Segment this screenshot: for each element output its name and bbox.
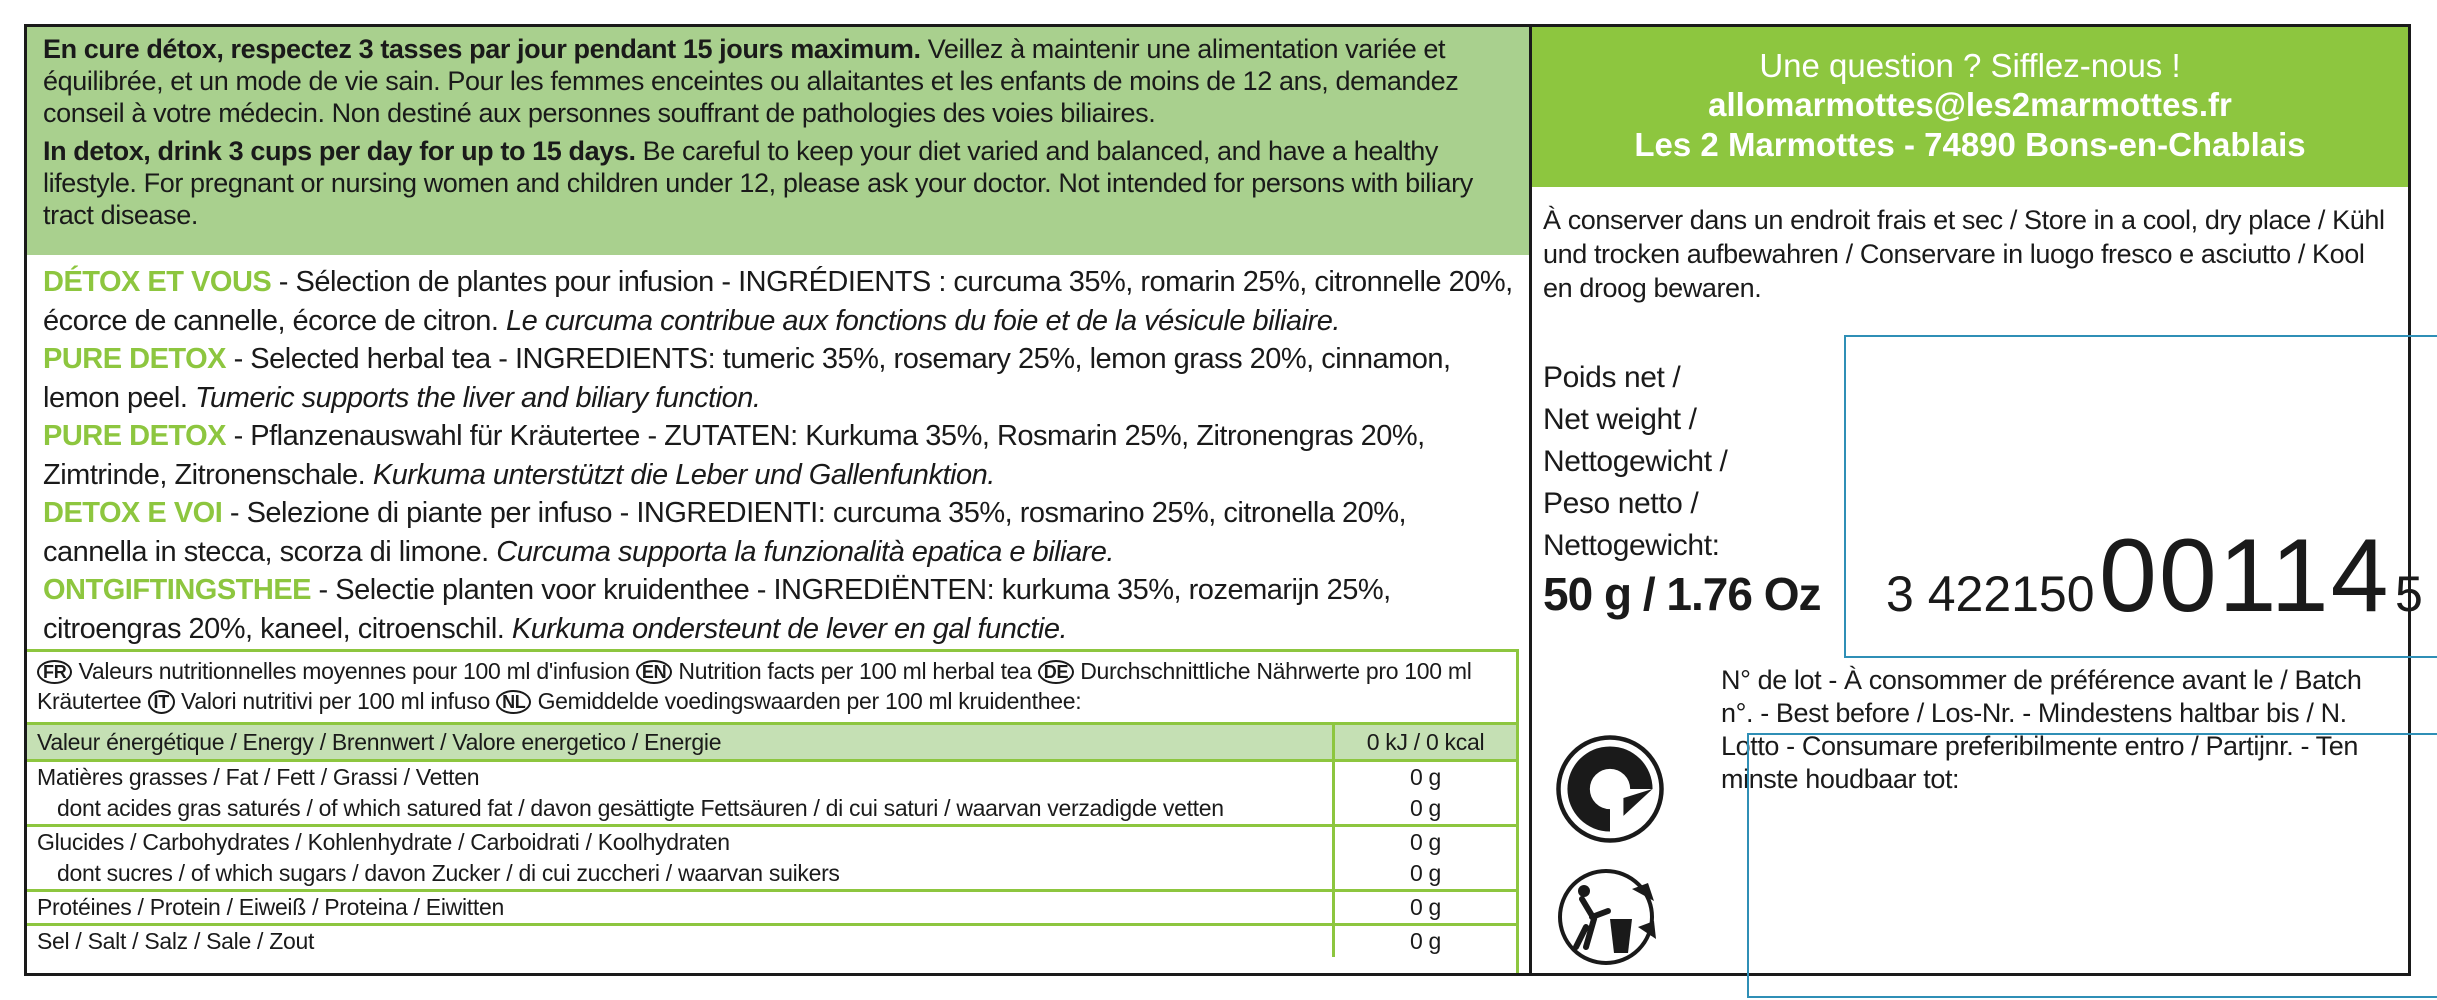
nutrition-intro-en: Nutrition facts per 100 ml herbal tea bbox=[678, 658, 1032, 684]
barcode-prefix: 3 422150 bbox=[1886, 566, 2095, 622]
warning-en-text: Be careful to keep your diet varied and balanced, and have a healthy lifestyle. For pregnant or nursing women and children under 12, please ask your doctor. Not intended for persons with biliary tract disease. bbox=[43, 136, 1473, 230]
net-weight-label-de: Nettogewicht / bbox=[1543, 445, 1728, 478]
nutrition-intro-nl: Gemiddelde voedingswaarden per 100 ml kruidenthee: bbox=[537, 688, 1082, 714]
nutrition-facts bbox=[27, 649, 1519, 973]
net-weight-value: 50 g / 1.76 Oz bbox=[1543, 568, 1821, 620]
nutrition-value-fat: 0 g bbox=[1334, 761, 1517, 794]
warning-fr-text: Veillez à maintenir une alimentation variée et équilibrée, et un mode de vie sain. Pour les femmes enceintes ou allaitantes et les enfants de moins de 12 ans, demandez conseil à votre médecin. Non destiné aux personnes souffrant de pathologies des voies biliaires. bbox=[43, 34, 1459, 128]
contact-address: Les 2 Marmottes - 74890 Bons-en-Chablais bbox=[1634, 126, 2306, 163]
nutrition-label-saturates: dont acides gras saturés / of which satured fat / davon gesättigte Fettsäuren / di cui saturi / waarvan verzadigde vetten bbox=[57, 795, 1224, 821]
contact-banner bbox=[1532, 27, 2408, 187]
lang-badge-nl: NL bbox=[496, 690, 531, 714]
nutrition-intro-it: Valori nutritivi per 100 ml infuso bbox=[181, 688, 490, 714]
tidyman-dispose-icon bbox=[1554, 867, 1674, 967]
nutrition-label-salt: Sel / Salt / Salz / Sale / Zout bbox=[27, 925, 1334, 958]
nutrition-value-protein: 0 g bbox=[1334, 891, 1517, 925]
warning-en-bold: In detox, drink 3 cups per day for up to 15 days. bbox=[43, 136, 636, 166]
nutrition-row-fat bbox=[27, 761, 1516, 794]
ingredients-en bbox=[43, 340, 1517, 417]
health-claim-nl: Kurkuma ondersteunt de lever en gal functie. bbox=[511, 612, 1068, 645]
nutrition-value-carbs: 0 g bbox=[1334, 826, 1517, 859]
product-name-nl: ONTGIFTINGSTHEE bbox=[43, 574, 311, 606]
net-weight-label-fr: Poids net / bbox=[1543, 361, 1681, 394]
product-name-de: PURE DETOX bbox=[43, 420, 227, 452]
nutrition-row-sugars bbox=[27, 858, 1516, 891]
warning-fr bbox=[43, 33, 1517, 129]
ingredients-section bbox=[27, 259, 1529, 679]
nutrition-label-carbs: Glucides / Carbohydrates / Kohlenhydrate / Carboidrati / Koolhydraten bbox=[27, 826, 1334, 859]
green-dot-recycling-icon bbox=[1554, 733, 1666, 845]
barcode-area bbox=[1844, 335, 2437, 658]
nutrition-intro-de: Durchschnittliche Nährwerte pro 100 ml Kräutertee bbox=[37, 658, 1472, 714]
nutrition-value-saturates: 0 g bbox=[1334, 793, 1517, 826]
lang-badge-de: DE bbox=[1038, 660, 1074, 684]
product-name-fr: DÉTOX ET VOUS bbox=[43, 266, 272, 298]
ingredients-text-fr: - Sélection de plantes pour infusion - INGRÉDIENTS : curcuma 35%, romarin 25%, citronnelle 20%, écorce de cannelle, écorce de citron. bbox=[43, 266, 1513, 337]
nutrition-value-sugars: 0 g bbox=[1334, 858, 1517, 891]
barcode-check-digit: 5 bbox=[2394, 566, 2423, 622]
health-claim-fr: Le curcuma contribue aux fonctions du foie et de la vésicule biliaire. bbox=[506, 304, 1340, 337]
lot-best-before-text: N° de lot - À consommer de préférence avant le / Batch n°. - Best before / Los-Nr. - Mindestens haltbar bis / N. Lotto - Consumare preferibilmente entro / Partijnr. - Ten minste houdbaar tot: bbox=[1721, 665, 2362, 794]
nutrition-row-carbs bbox=[27, 826, 1516, 859]
nutrition-row-saturates bbox=[27, 793, 1516, 826]
ingredients-de bbox=[43, 417, 1517, 494]
nutrition-intro-fr: Valeurs nutritionnelles moyennes pour 100 ml d'infusion bbox=[78, 658, 630, 684]
contact-question: Une question ? Sifflez-nous ! bbox=[1759, 47, 2181, 84]
ingredients-text-nl: - Selectie planten voor kruidenthee - INGREDIËNTEN: kurkuma 35%, rozemarijn 25%, citroengras 20%, kaneel, citroenschil. bbox=[43, 574, 1391, 645]
nutrition-label-sugars: dont sucres / of which sugars / davon Zucker / di cui zuccheri / waarvan suikers bbox=[57, 860, 840, 886]
nutrition-intro bbox=[27, 652, 1516, 722]
nutrition-row-protein bbox=[27, 891, 1516, 925]
net-weight-label-nl: Nettogewicht: bbox=[1543, 529, 1720, 562]
nutrition-table bbox=[27, 722, 1516, 957]
nutrition-label-protein: Protéines / Protein / Eiweiß / Proteina / Eiwitten bbox=[27, 891, 1334, 925]
net-weight-label bbox=[1543, 357, 1728, 567]
lang-badge-fr: FR bbox=[37, 660, 72, 684]
right-column bbox=[1532, 27, 2423, 973]
warning-fr-bold: En cure détox, respectez 3 tasses par jour pendant 15 jours maximum. bbox=[43, 34, 921, 64]
health-claim-de: Kurkuma unterstützt die Leber und Gallenfunktion. bbox=[372, 458, 995, 491]
health-claim-en: Tumeric supports the liver and biliary function. bbox=[195, 381, 761, 414]
product-name-it: DETOX E VOI bbox=[43, 497, 223, 529]
ingredients-nl bbox=[43, 571, 1517, 648]
ingredients-text-it: - Selezione di piante per infuso - INGREDIENTI: curcuma 35%, rosmarino 25%, citronella 20%, cannella in stecca, scorza di limone. bbox=[43, 497, 1407, 568]
product-name-en: PURE DETOX bbox=[43, 343, 227, 375]
ingredients-it bbox=[43, 494, 1517, 571]
lang-badge-it: IT bbox=[148, 690, 175, 714]
ingredients-fr bbox=[43, 263, 1517, 340]
nutrition-value-energy: 0 kJ / 0 kcal bbox=[1334, 724, 1517, 761]
lang-badge-en: EN bbox=[636, 660, 672, 684]
label-frame bbox=[24, 24, 2423, 976]
nutrition-value-salt: 0 g bbox=[1334, 925, 1517, 958]
barcode-number bbox=[1886, 517, 2423, 636]
nutrition-label-energy: Valeur énergétique / Energy / Brennwert / Valore energetico / Energie bbox=[27, 724, 1334, 761]
lot-date-box bbox=[1747, 733, 2437, 998]
left-column bbox=[27, 27, 1529, 973]
nutrition-row-salt bbox=[27, 925, 1516, 958]
ingredients-text-en: - Selected herbal tea - INGREDIENTS: tumeric 35%, rosemary 25%, lemon grass 20%, cinnamon, lemon peel. bbox=[43, 343, 1451, 414]
warning-en bbox=[43, 135, 1517, 231]
contact-email: allomarmottes@les2marmottes.fr bbox=[1708, 86, 2232, 123]
health-claim-it: Curcuma supporta la funzionalità epatica e biliare. bbox=[496, 535, 1114, 568]
storage-instructions: À conserver dans un endroit frais et sec / Store in a cool, dry place / Kühl und trocken aufbewahren / Conservare in luogo fresco e asciutto / Kool en droog bewaren. bbox=[1543, 205, 2385, 303]
net-weight-label-en: Net weight / bbox=[1543, 403, 1697, 436]
nutrition-label-fat: Matières grasses / Fat / Fett / Grassi / Vetten bbox=[27, 761, 1334, 794]
nutrition-row-energy bbox=[27, 724, 1516, 761]
detox-warning bbox=[27, 27, 1529, 255]
barcode-main: 00114 bbox=[2099, 518, 2391, 634]
net-weight-label-it: Peso netto / bbox=[1543, 487, 1699, 520]
ingredients-text-de: - Pflanzenauswahl für Kräutertee - ZUTATEN: Kurkuma 35%, Rosmarin 25%, Zitronengras 20%, Zimtrinde, Zitronenschale. bbox=[43, 420, 1425, 491]
